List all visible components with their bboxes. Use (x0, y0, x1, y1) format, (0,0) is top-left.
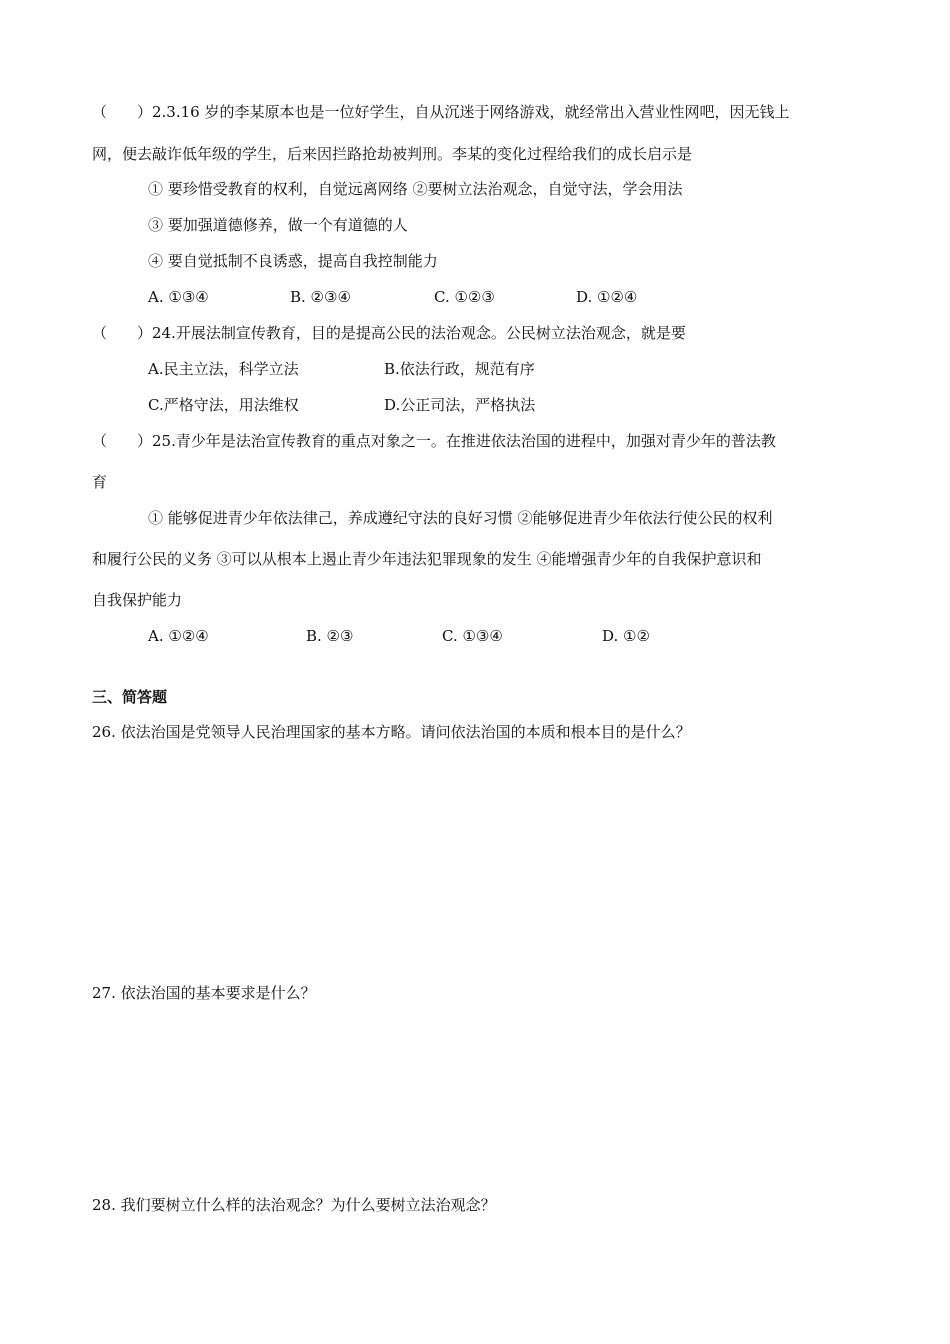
q25-stem-line2: 育 (92, 473, 108, 491)
q24-option-c: C.严格守法，用法维权 (148, 396, 299, 414)
q24-option-d: D.公正司法，严格执法 (384, 396, 536, 414)
q25-stem-line1: （ ）25.青少年是法治宣传教育的重点对象之一。在推进依法治国的进程中，加强对青少年的普法教 (92, 432, 776, 450)
q23-item-1: ① 要珍惜受教育的权利，自觉远离网络 ②要树立法治观念，自觉守法，学会用法 (148, 180, 683, 198)
q27-question: 27. 依法治国的基本要求是什么？ (92, 984, 316, 1002)
q23-item-2: ③ 要加强道德修养，做一个有道德的人 (148, 216, 408, 234)
q24-option-b: B.依法行政，规范有序 (384, 360, 535, 378)
section-heading: 三、简答题 (92, 688, 168, 706)
q25-item-line2: 和履行公民的义务 ③可以从根本上遏止青少年违法犯罪现象的发生 ④能增强青少年的自我保护意识和 (92, 550, 762, 568)
q25-item-line3: 自我保护能力 (92, 591, 183, 609)
q24-option-a: A.民主立法，科学立法 (148, 360, 299, 378)
q23-option-c: C. ①②③ (434, 288, 495, 306)
q25-option-b: B. ②③ (306, 627, 354, 645)
q28-question: 28. 我们要树立什么样的法治观念？为什么要树立法治观念？ (92, 1196, 496, 1214)
q24-stem: （ ）24.开展法制宣传教育，目的是提高公民的法治观念。公民树立法治观念，就是要 (92, 324, 686, 342)
q23-stem-line2: 网，便去敲诈低年级的学生，后来因拦路抢劫被判刑。李某的变化过程给我们的成长启示是 (92, 145, 693, 163)
q23-stem-line1: （ ）2.3.16 岁的李某原本也是一位好学生，自从沉迷于网络游戏，就经常出入营业性网吧，因无钱上 (92, 103, 790, 121)
q25-option-d: D. ①② (602, 627, 650, 645)
q23-option-b: B. ②③④ (290, 288, 351, 306)
q25-option-a: A. ①②④ (148, 627, 209, 645)
q25-option-c: C. ①③④ (442, 627, 503, 645)
q26-question: 26. 依法治国是党领导人民治理国家的基本方略。请问依法治国的本质和根本目的是什么？ (92, 723, 691, 741)
q23-option-a: A. ①③④ (148, 288, 209, 306)
q23-option-d: D. ①②④ (576, 288, 638, 306)
q25-item-line1: ① 能够促进青少年依法律己，养成遵纪守法的良好习惯 ②能够促进青少年依法行使公民的权利 (148, 509, 773, 527)
q23-item-3: ④ 要自觉抵制不良诱惑，提高自我控制能力 (148, 252, 438, 270)
